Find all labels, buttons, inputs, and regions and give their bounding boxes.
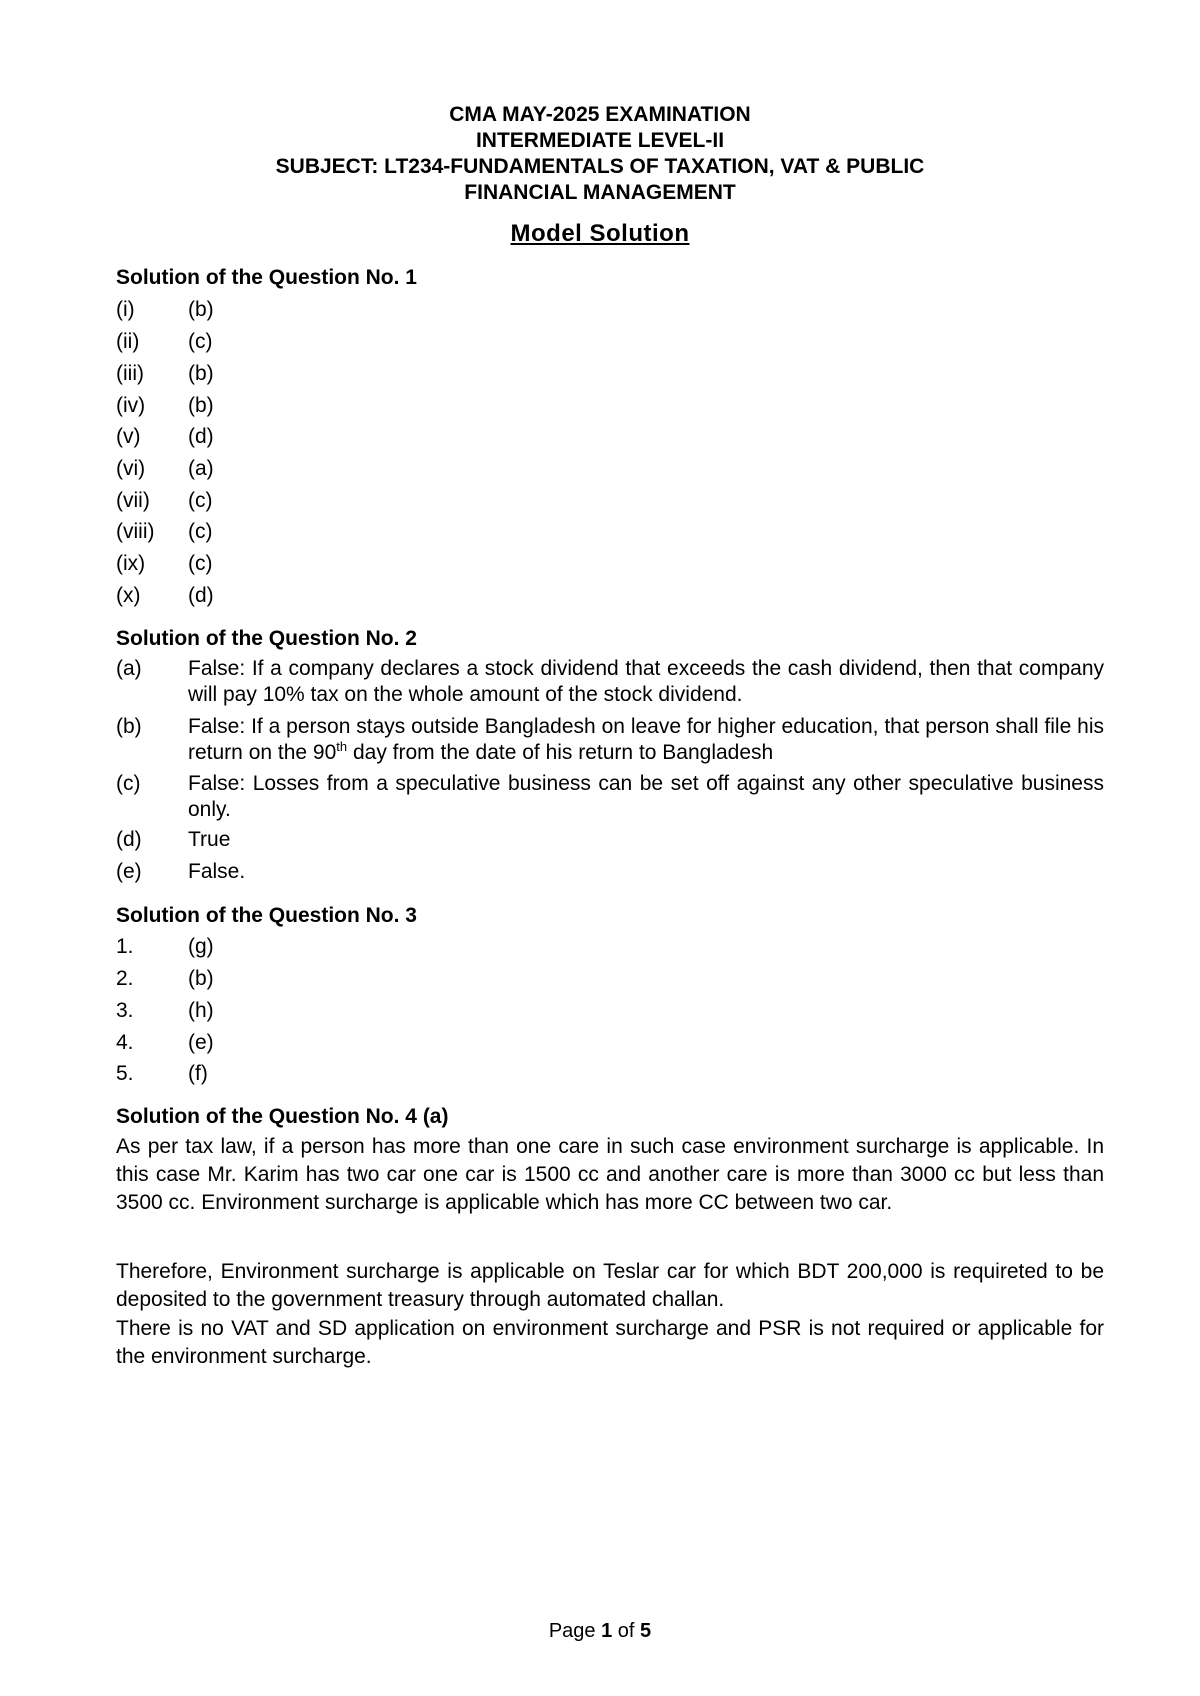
q2-text [188, 714, 1104, 766]
q1-label: (vii) [116, 489, 150, 512]
q1-answer: (b) [188, 298, 214, 321]
q3-answer: (e) [188, 1031, 214, 1054]
q2-text-part: False: If a person stays outside Bangladesh on leave for higher education, that person shall file his return on the 90 [188, 715, 1104, 764]
q1-answer: (d) [188, 425, 214, 448]
q2-label: (d) [116, 828, 142, 851]
q1-label: (iv) [116, 394, 146, 417]
q4a-heading: Solution of the Question No. 4 (a) [116, 1105, 449, 1128]
q2-label: (a) [116, 657, 142, 680]
q2-text: True [188, 828, 231, 851]
header-line-exam: CMA MAY-2025 EXAMINATION [449, 103, 751, 126]
page-number-footer [0, 1620, 1200, 1643]
q2-label: (b) [116, 715, 142, 738]
q4a-paragraph: As per tax law, if a person has more than one care in such case environment surcharge is applicable. In this case Mr. Karim has two car one car is 1500 cc and another care is more than 3000 cc but less than 3500 cc. Environment surcharge is applicable which has more CC between two car. [116, 1135, 1104, 1214]
footer-page-number: 1 [601, 1620, 613, 1642]
q1-label: (vi) [116, 457, 146, 480]
q1-answer: (c) [188, 330, 213, 353]
q1-label: (ix) [116, 552, 146, 575]
q1-heading: Solution of the Question No. 1 [116, 266, 417, 289]
page-title: Model Solution [510, 220, 690, 247]
q3-label: 2. [116, 967, 134, 990]
q1-answer: (d) [188, 584, 214, 607]
q1-label: (iii) [116, 362, 144, 385]
q3-answer: (b) [188, 967, 214, 990]
q3-label: 5. [116, 1062, 134, 1085]
q1-label: (x) [116, 584, 141, 607]
footer-of-word: of [612, 1620, 641, 1642]
q1-answer: (b) [188, 362, 214, 385]
q1-label: (ii) [116, 330, 140, 353]
q1-label: (v) [116, 425, 141, 448]
q2-text-part: day from the date of his return to Bangladesh [347, 741, 774, 764]
q3-label: 1. [116, 935, 134, 958]
exam-header [0, 102, 1200, 206]
q4a-paragraph: There is no VAT and SD application on environment surcharge and PSR is not required or applicable for the environment surcharge. [116, 1317, 1104, 1368]
header-line-subject: SUBJECT: LT234-FUNDAMENTALS OF TAXATION, VAT & PUBLIC [275, 155, 925, 178]
q1-answer: (a) [188, 457, 214, 480]
q2-text-superscript: th [336, 739, 348, 754]
q2-heading: Solution of the Question No. 2 [116, 627, 417, 650]
q4a-paragraph: Therefore, Environment surcharge is applicable on Teslar car for which BDT 200,000 is requireted to be deposited to the government treasury through automated challan. [116, 1260, 1104, 1311]
q1-answer: (b) [188, 394, 214, 417]
q3-answer: (g) [188, 935, 214, 958]
footer-page-total: 5 [640, 1620, 652, 1642]
header-line-subject-cont: FINANCIAL MANAGEMENT [464, 181, 736, 204]
footer-page-word: Page [548, 1620, 602, 1642]
q2-label: (e) [116, 860, 142, 883]
q3-label: 3. [116, 999, 134, 1022]
q1-answer: (c) [188, 489, 213, 512]
q1-label: (i) [116, 298, 135, 321]
q3-label: 4. [116, 1031, 134, 1054]
q3-answer: (h) [188, 999, 214, 1022]
q2-text: False. [188, 860, 246, 883]
q2-text: False: Losses from a speculative business can be set off against any other speculative business only. [188, 772, 1104, 821]
q2-text: False: If a company declares a stock dividend that exceeds the cash dividend, then that company will pay 10% tax on the whole amount of the stock dividend. [188, 657, 1104, 706]
header-line-level: INTERMEDIATE LEVEL-II [475, 129, 725, 152]
q1-label: (viii) [116, 520, 155, 543]
q2-label: (c) [116, 772, 141, 795]
q1-answer: (c) [188, 520, 213, 543]
q3-heading: Solution of the Question No. 3 [116, 904, 417, 927]
q3-answer: (f) [188, 1062, 208, 1085]
q1-answer: (c) [188, 552, 213, 575]
